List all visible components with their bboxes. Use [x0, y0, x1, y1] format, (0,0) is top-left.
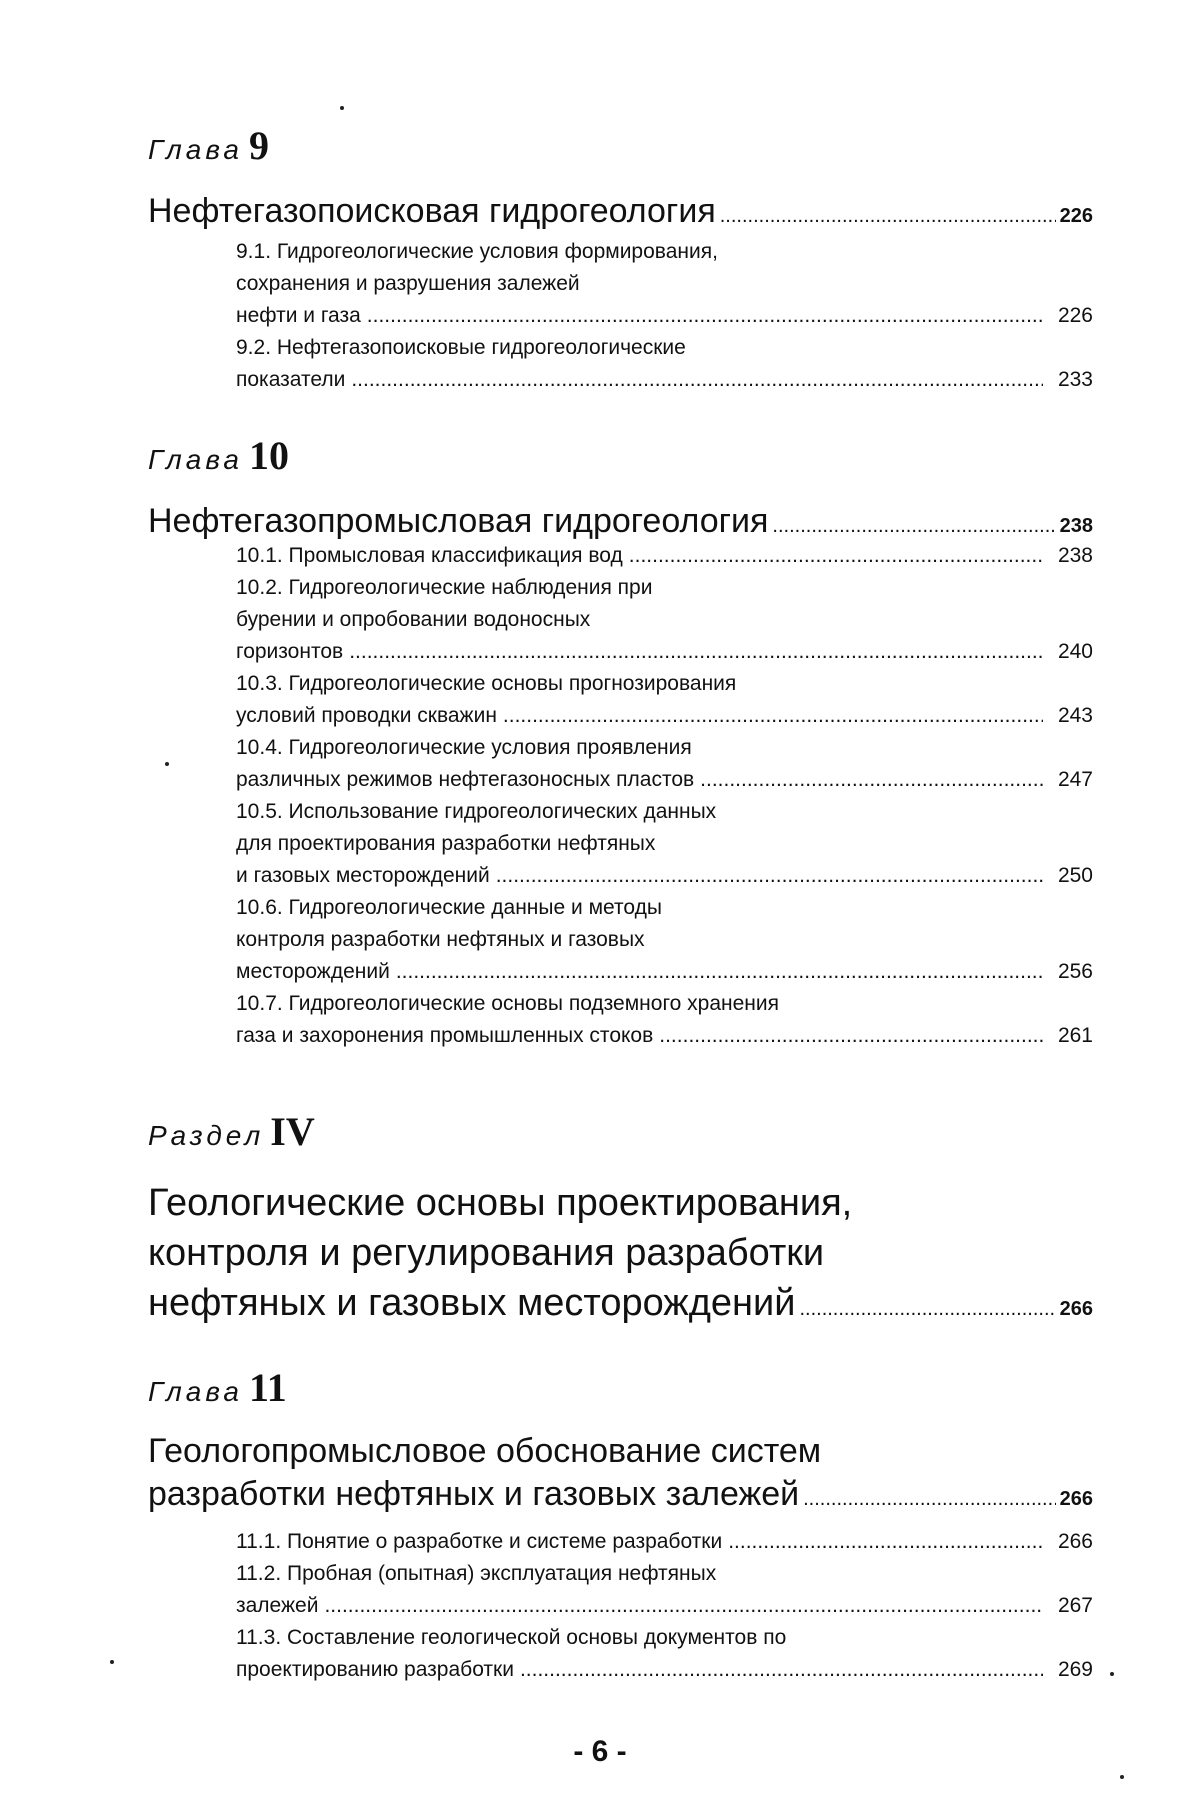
entry-line: газа и захоронения промышленных стоков: [236, 1024, 654, 1047]
chapter-10-heading: [148, 432, 289, 479]
heading-number: IV: [270, 1109, 315, 1154]
dot-leader: [496, 860, 1043, 892]
entry-line: и газовых месторождений: [236, 864, 490, 887]
entry-line: 10.4. Гидрогеологические условия проявления: [236, 736, 692, 759]
entry-last-line: [236, 1526, 1093, 1558]
page-ref: 266: [1057, 1530, 1093, 1553]
toc-entry-10-1: [236, 540, 1093, 572]
toc-entry-9-1: [236, 236, 1093, 332]
entry-line: месторождений: [236, 960, 390, 983]
chapter-11-heading: [148, 1364, 287, 1411]
dot-leader: [728, 1526, 1043, 1558]
section-4-heading: [148, 1108, 315, 1155]
toc-entry-10-6: [236, 892, 1093, 988]
scan-speck: [110, 1660, 114, 1664]
dot-leader: [700, 764, 1043, 796]
dot-leader: [396, 956, 1043, 988]
entry-line: 11.3. Составление геологической основы документов по: [236, 1626, 787, 1649]
entry-line: 9.2. Нефтегазопоисковые гидрогеологические: [236, 336, 686, 359]
heading-word: Глава: [148, 134, 243, 165]
entry-line: 11.2. Пробная (опытная) эксплуатация нефтяных: [236, 1562, 717, 1585]
scan-speck: [1110, 1672, 1114, 1676]
heading-word: Глава: [148, 1376, 243, 1407]
heading-number: 10: [248, 433, 289, 478]
dot-leader: [503, 700, 1043, 732]
title-line: [148, 190, 1093, 238]
page-ref: 226: [1057, 304, 1093, 327]
title-text: Нефтегазопоисковая гидрогеология: [148, 192, 716, 230]
entry-line: 10.2. Гидрогеологические наблюдения при: [236, 576, 653, 599]
entry-last-line: [236, 764, 1093, 796]
scan-speck: [1120, 1775, 1124, 1779]
entry-last-line: [236, 1020, 1093, 1052]
entry-line: различных режимов нефтегазоносных пластов: [236, 768, 695, 791]
chapter-9-heading: [148, 122, 269, 169]
chapter-11-entries: [236, 1526, 1093, 1686]
entry-line: 10.7. Гидрогеологические основы подземного хранения: [236, 992, 779, 1015]
page-ref: 267: [1057, 1594, 1093, 1617]
entry-last-line: [236, 1654, 1093, 1686]
title-line: [148, 1228, 1093, 1278]
entry-last-line: [236, 636, 1093, 668]
entry-line: залежей: [236, 1594, 319, 1617]
dot-leader: [520, 1654, 1043, 1686]
chapter-11-title: [148, 1430, 1093, 1521]
entry-last-line: [236, 540, 1093, 572]
entry-line: для проектирования разработки нефтяных: [236, 832, 656, 855]
toc-entry-11-1: [236, 1526, 1093, 1558]
entry-line: 10.6. Гидрогеологические данные и методы: [236, 896, 662, 919]
entry-line: нефти и газа: [236, 304, 361, 327]
entry-last-line: [236, 364, 1093, 396]
title-text: контроля и регулирования разработки: [148, 1232, 825, 1274]
title-text: Нефтегазопромысловая гидрогеология: [148, 502, 769, 540]
entry-line: бурении и опробовании водоносных: [236, 608, 591, 631]
entry-line: 11.1. Понятие о разработке и системе разработки: [236, 1530, 723, 1553]
page-ref: 233: [1057, 368, 1093, 391]
page-ref: 243: [1057, 704, 1093, 727]
toc-entry-9-2: [236, 332, 1093, 396]
toc-page: [148, 0, 1093, 1809]
page-ref: 238: [1057, 544, 1093, 567]
entry-line: 10.1. Промысловая классификация вод: [236, 544, 623, 567]
title-line: [148, 1178, 1093, 1228]
title-text: Геологопромысловое обоснование систем: [148, 1432, 822, 1470]
entry-last-line: [236, 1590, 1093, 1622]
page-ref: 247: [1057, 768, 1093, 791]
dot-leader: [629, 540, 1043, 572]
entry-line: сохранения и разрушения залежей: [236, 272, 580, 295]
toc-entry-11-3: [236, 1622, 1093, 1686]
entry-line: проектированию разработки: [236, 1658, 514, 1681]
page-number: - 6 -: [573, 1735, 627, 1768]
title-line: [148, 1473, 1093, 1521]
entry-line: горизонтов: [236, 640, 344, 663]
heading-number: 11: [248, 1365, 287, 1410]
toc-entry-10-4: [236, 732, 1093, 796]
dot-leader: [351, 364, 1043, 396]
page-ref: 238: [1059, 515, 1093, 537]
page-ref: 226: [1059, 205, 1093, 227]
title-text: разработки нефтяных и газовых залежей: [148, 1475, 800, 1513]
entry-line: 10.5. Использование гидрогеологических данных: [236, 800, 717, 823]
section-4-title: [148, 1178, 1093, 1334]
entry-line: условий проводки скважин: [236, 704, 497, 727]
toc-entry-11-2: [236, 1558, 1093, 1622]
heading-word: Раздел: [148, 1120, 265, 1151]
scan-speck: [165, 762, 169, 766]
title-text: Геологические основы проектирования,: [148, 1182, 853, 1224]
toc-entry-10-7: [236, 988, 1093, 1052]
toc-entry-10-2: [236, 572, 1093, 668]
entry-last-line: [236, 860, 1093, 892]
toc-entry-10-5: [236, 796, 1093, 892]
dot-leader: [659, 1020, 1043, 1052]
entry-line: 10.3. Гидрогеологические основы прогнозирования: [236, 672, 737, 695]
dot-leader: [803, 1478, 1056, 1521]
dot-leader: [324, 1590, 1043, 1622]
page-ref: 250: [1057, 864, 1093, 887]
chapter-9-title: [148, 190, 1093, 238]
chapter-9-entries: [236, 236, 1093, 396]
chapter-10-entries: [236, 540, 1093, 1052]
entry-last-line: [236, 956, 1093, 988]
dot-leader: [799, 1284, 1055, 1334]
scan-speck: [340, 106, 344, 110]
heading-word: Глава: [148, 444, 243, 475]
title-line: [148, 1278, 1093, 1334]
entry-line: 9.1. Гидрогеологические условия формирования,: [236, 240, 718, 263]
page-ref: 240: [1057, 640, 1093, 663]
page-ref: 261: [1057, 1024, 1093, 1047]
page-ref: 266: [1059, 1488, 1093, 1510]
dot-leader: [720, 195, 1056, 238]
entry-line: контроля разработки нефтяных и газовых: [236, 928, 645, 951]
page-ref: 269: [1057, 1658, 1093, 1681]
entry-line: показатели: [236, 368, 346, 391]
entry-last-line: [236, 700, 1093, 732]
title-line: [148, 1430, 1093, 1473]
entry-last-line: [236, 300, 1093, 332]
page-ref: 256: [1057, 960, 1093, 983]
heading-number: 9: [248, 123, 269, 168]
page-ref: 266: [1059, 1298, 1093, 1320]
title-text: нефтяных и газовых месторождений: [148, 1282, 796, 1324]
toc-entry-10-3: [236, 668, 1093, 732]
dot-leader: [367, 300, 1043, 332]
dot-leader: [349, 636, 1043, 668]
